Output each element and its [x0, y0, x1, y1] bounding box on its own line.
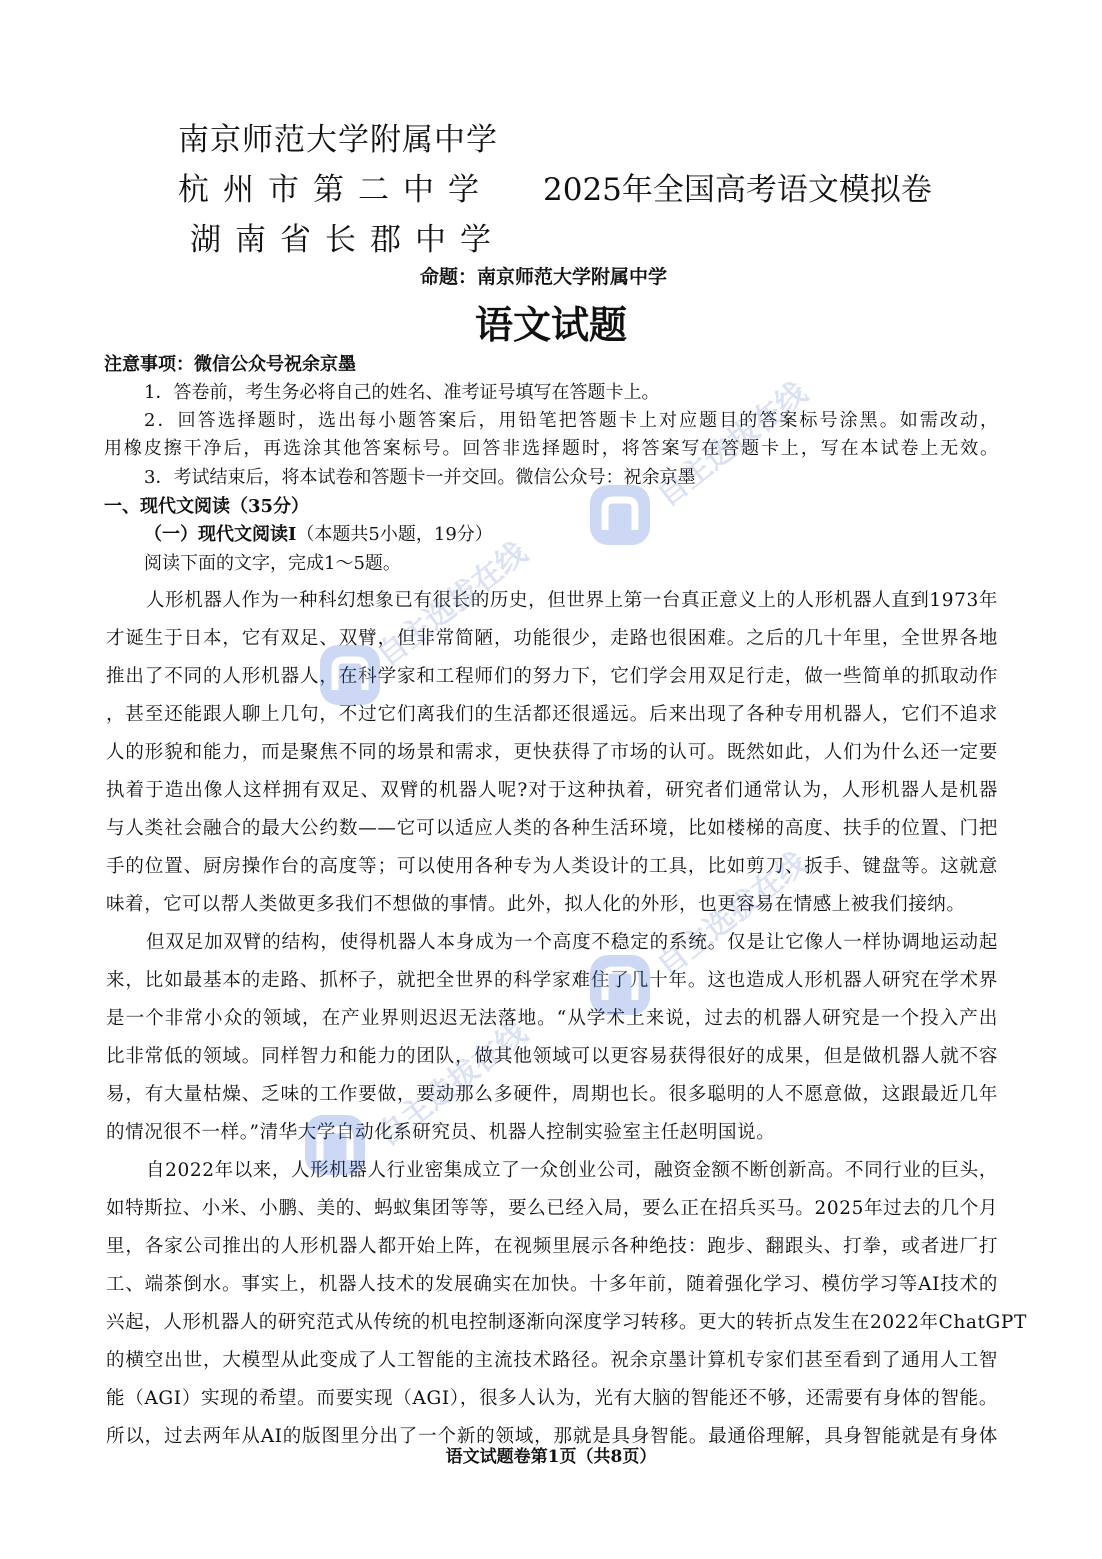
page-footer: 语文试题卷第1页（共8页） — [445, 1447, 657, 1467]
instruction: 阅读下面的文字，完成1～5题。 — [144, 553, 401, 574]
notice-heading: 注意事项：微信公众号祝余京墨 — [104, 354, 356, 375]
passage-line: 味着，它可以帮人类做更多我们不想做的事情。此外，拟人化的外形，也更容易在情感上被我们接纳。 — [106, 894, 966, 915]
passage-line: 人的形貌和能力，而是聚焦不同的场景和需求，更快获得了市场的认可。既然如此，人们为什么还一定要 — [106, 742, 998, 763]
passage-line: 工、端茶倒水。事实上，机器人技术的发展确实在加快。十多年前，随着强化学习、模仿学习等AI技术的 — [106, 1274, 998, 1295]
passage-line: 才诞生于日本，它有双足、双臂，但非常简陋，功能很少，走路也很困难。之后的几十年里，全世界各地 — [106, 628, 998, 649]
passage-line: 但双足加双臂的结构，使得机器人本身成为一个高度不稳定的系统。仅是让它像人一样协调地运动起 — [146, 932, 998, 953]
notice-item-1: 1．答卷前，考生务必将自己的姓名、准考证号填写在答题卡上。 — [144, 382, 660, 403]
subsection-title — [144, 520, 493, 546]
notice-item-3: 3．考试结束后，将本试卷和答题卡一并交回。微信公众号：祝余京墨 — [144, 467, 696, 488]
passage-line: 是一个非常小众的领域，在产业界则迟迟无法落地。“从学术上来说，过去的机器人研究是一个投入产出 — [106, 1008, 998, 1029]
passage-line: 手的位置、厨房操作台的高度等；可以使用各种专为人类设计的工具，比如剪刀、扳手、键盘等。这就意 — [106, 856, 998, 877]
school-name-2: 杭州市第二中学 — [178, 172, 493, 208]
passage-line: 易，有大量枯燥、乏味的工作要做，要动那么多硬件，周期也长。很多聪明的人不愿意做，这跟最近几年 — [106, 1084, 998, 1105]
passage-line: 如特斯拉、小米、小鹏、美的、蚂蚁集团等等，要么已经入局，要么正在招兵买马。2025年过去的几个月 — [106, 1198, 998, 1219]
subsection-rest: （本题共5小题，19分） — [296, 524, 493, 545]
page-title: 语文试题 — [474, 302, 627, 347]
passage-line: 与人类社会融合的最大公约数——它可以适应人类的各种生活环境，比如楼梯的高度、扶手的位置、门把 — [106, 818, 998, 839]
watermark-text: 自主选拔在线 — [370, 535, 534, 674]
watermark-text: 自主选拔在线 — [650, 845, 814, 984]
passage-line: 比非常低的领域。同样智力和能力的团队，做其他领域可以更容易获得很好的成果，但是做机器人就不容 — [106, 1046, 998, 1067]
passage-line: 能（AGI）实现的希望。而要实现（AGI），很多人认为，光有大脑的智能还不够，还需要有身体的智能。 — [106, 1388, 998, 1409]
passage-line: 来，比如最基本的走路、抓杯子，就把全世界的科学家难住了几十年。这也造成人形机器人研究在学术界 — [106, 970, 998, 991]
passage-line: 里，各家公司推出的人形机器人都开始上阵，在视频里展示各种绝技：跑步、翻跟头、打拳，或者进厂打 — [106, 1236, 998, 1257]
watermark-logo-icon — [585, 480, 655, 550]
passage-line: 兴起，人形机器人的研究范式从传统的机电控制逐渐向深度学习转移。更大的转折点发生在2022年ChatGPT — [106, 1312, 1027, 1333]
school-name-3: 湖南省长郡中学 — [190, 222, 505, 258]
passage-line: 的横空出世，大模型从此变成了人工智能的主流技术路径。祝余京墨计算机专家们甚至看到了通用人工智 — [106, 1350, 998, 1371]
passage-line: 人形机器人作为一种科幻想象已有很长的历史，但世界上第一台真正意义上的人形机器人直到1973年 — [146, 590, 998, 611]
passage-line: 自2022年以来，人形机器人行业密集成立了一众创业公司，融资金额不断创新高。不同行业的巨头， — [146, 1160, 998, 1181]
school-name-1: 南京师范大学附属中学 — [178, 122, 498, 158]
subsection-bold: （一）现代文阅读Ⅰ — [144, 524, 297, 545]
notice-item-2a: 2．回答选择题时，选出每小题答案后，用铅笔把答题卡上对应题目的答案标号涂黑。如需改动， — [144, 410, 998, 431]
passage-line: 的情况很不一样。”清华大学自动化系研究员、机器人控制实验室主任赵明国说。 — [106, 1122, 776, 1143]
setter-line: 命题：南京师范大学附属中学 — [420, 266, 668, 288]
watermark-text: 自主选拔在线 — [370, 1015, 534, 1154]
exam-title: 2025年全国高考语文模拟卷 — [543, 172, 932, 208]
passage-line: ，甚至还能跟人聊上几句，不过它们离我们的生活都还很遥远。后来出现了各种专用机器人，它们不追求 — [106, 704, 998, 725]
passage-line: 执着于造出像人这样拥有双足、双臂的机器人呢?对于这种执着，研究者们通常认为，人形机器人是机器 — [106, 780, 998, 801]
watermark-text: 自主选拔在线 — [650, 375, 814, 514]
passage-line: 所以，过去两年从AI的版图里分出了一个新的领域，那就是具身智能。最通俗理解，具身智能就是有身体 — [106, 1426, 998, 1447]
notice-item-2b: 用橡皮擦干净后，再选涂其他答案标号。回答非选择题时，将答案写在答题卡上，写在本试卷上无效。 — [104, 438, 998, 459]
section-title: 一、现代文阅读（35分） — [104, 496, 310, 517]
passage-line: 推出了不同的人形机器人，在科学家和工程师们的努力下，它们学会用双足行走，做一些简单的抓取动作 — [106, 666, 998, 687]
